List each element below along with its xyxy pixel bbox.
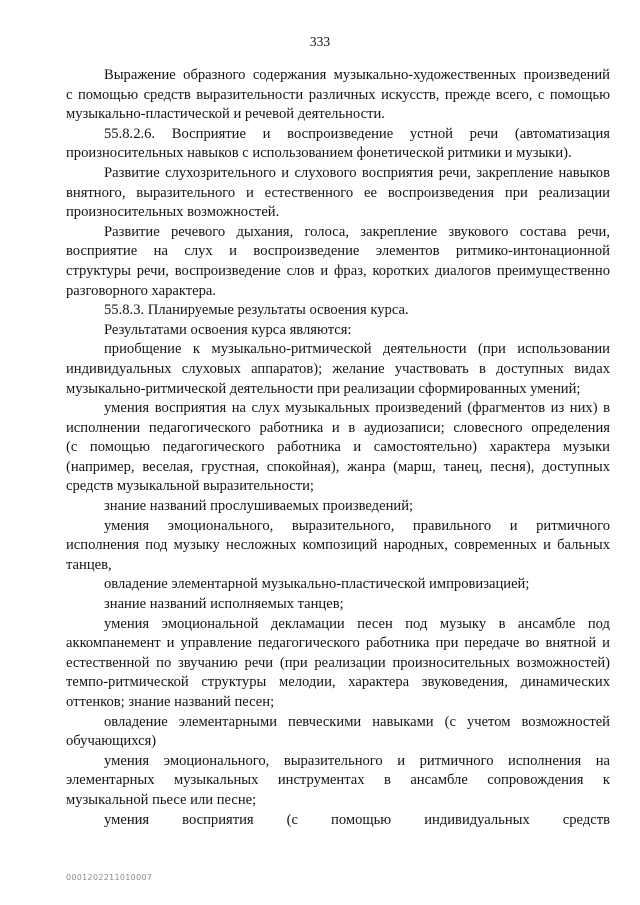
text-line: овладение элементарными певческими навыками (с учетом возможностей <box>104 713 610 730</box>
text-line: с помощью средств выразительности различных искусств, прежде всего, с помощью <box>66 86 610 103</box>
text-line: индивидуальных слуховых аппаратов); желание участвовать в доступных видах <box>66 360 610 377</box>
text-line: (с помощью педагогического работника и самостоятельно) характера музыки <box>66 439 610 456</box>
text-line: (например, веселая, грустная, спокойная), жанра (марш, танец, песня), доступных <box>66 458 610 475</box>
text-line: элементарных музыкальных инструментах в ансамбле сопровождения к <box>66 772 610 789</box>
text-line: умения восприятия (с помощью индивидуальных средств <box>104 811 610 828</box>
text-line: темпо-ритмической структуры мелодии, характера звуковедения, динамических <box>66 674 610 691</box>
text-line: 55.8.2.6. Восприятие и воспроизведение устной речи (автоматизация <box>104 125 610 142</box>
text-line: приобщение к музыкально-ритмической деятельности (при использовании <box>104 341 610 358</box>
text-line: произносительных навыков с использованием фонетической ритмики и музыки). <box>66 145 572 162</box>
text-line: оттенков; знание названий песен; <box>66 694 275 710</box>
text-line: музыкально-ритмической деятельности при реализации сформированных умений; <box>66 380 581 397</box>
text-line: умения эмоциональной декламации песен под музыку в ансамбле под <box>104 615 610 632</box>
text-line: структуры речи, воспроизведение слов и фраз, коротких диалогов преимущественно <box>66 262 610 279</box>
text-line: разговорного характера. <box>66 282 217 299</box>
text-line: знание названий исполняемых танцев; <box>104 596 344 613</box>
text-line: 55.8.3. Планируемые результаты освоения курса. <box>104 302 409 319</box>
text-line: внятного, выразительного и естественного ее воспроизведения при реализации <box>66 184 610 201</box>
text-line: произносительных возможностей. <box>66 204 280 221</box>
text-line: овладение элементарной музыкально-пластической импровизацией; <box>104 576 530 593</box>
text-line: естественной по звучанию речи (при реализации произносительных возможностей) <box>66 654 610 671</box>
text-line: обучающихся) <box>66 733 157 750</box>
text-line: знание названий прослушиваемых произведений; <box>104 498 414 515</box>
text-line: исполнении педагогического работника и в аудиозаписи; словесного определения <box>66 419 610 436</box>
page-number: 333 <box>309 34 331 49</box>
text-line: умения восприятия на слух музыкальных произведений (фрагментов из них) в <box>104 400 610 417</box>
text-line: Выражение образного содержания музыкально-художественных произведений <box>104 67 610 83</box>
text-line: аккомпанемент и управление педагогического работника при передаче во внятной и <box>66 635 610 652</box>
text-line: Результатами освоения курса являются: <box>104 321 352 338</box>
text-line: исполнения под музыку несложных композиций народных, современных и бальных <box>66 537 610 554</box>
text-line: умения эмоционального, выразительного и ритмичного исполнения на <box>104 752 610 769</box>
text-line: музыкальной пьесе или песне; <box>66 791 257 808</box>
footer-mark: 0001202211010007 <box>66 873 153 882</box>
text-line: Развитие слухозрительного и слухового восприятия речи, закрепление навыков <box>104 164 610 181</box>
text-line: танцев, <box>66 556 112 573</box>
text-line: Развитие речевого дыхания, голоса, закрепление звукового состава речи, <box>104 223 610 240</box>
text-line: умения эмоционального, выразительного, правильного и ритмичного <box>104 517 610 534</box>
text-line: восприятие на слух и воспроизведение элементов ритмико-интонационной <box>66 243 610 260</box>
body-text <box>66 66 610 830</box>
text-line: музыкально-пластической и речевой деятельности. <box>66 106 385 123</box>
text-line: средств музыкальной выразительности; <box>66 478 314 495</box>
